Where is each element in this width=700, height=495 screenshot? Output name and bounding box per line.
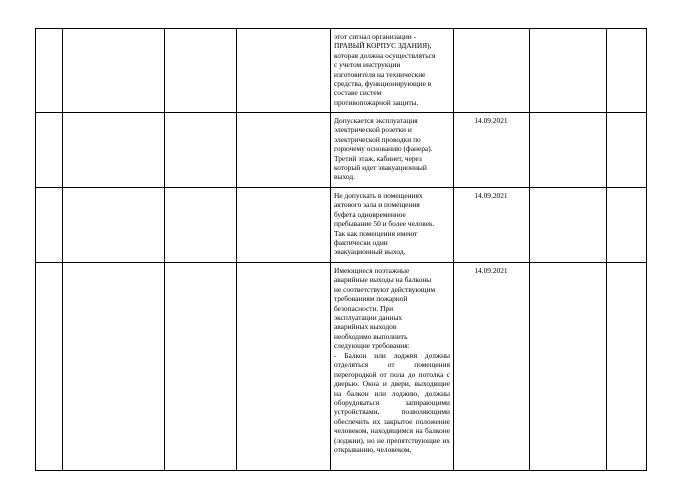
row-line bbox=[35, 262, 647, 263]
row-line bbox=[35, 470, 647, 471]
column-line bbox=[35, 28, 36, 471]
column-line bbox=[606, 28, 607, 471]
violation-description: Допускается эксплуатация электрической розетки и электрической проводки по горючему основанию (фанера). Третий этаж, кабинет, через который идет эвакуационный выход. bbox=[334, 116, 433, 182]
column-line bbox=[529, 28, 530, 471]
deadline-date: 14.09.2021 bbox=[474, 116, 508, 125]
row-line bbox=[35, 28, 647, 29]
row-line bbox=[35, 187, 647, 188]
column-line bbox=[62, 28, 63, 471]
violation-description: Не допускать в помещениях актового зала и помещения буфета одновременное пребывание 50 и более человек. Так как помещения имеют фактически один эвакуационный выход. bbox=[334, 191, 435, 257]
violation-requirements: - Балкон или лоджия должны отделяться от помещения перегородкой от пола до потолка с дверью. Окна и двери, выходящие на балкон или лоджию, должны оборудоваться запирающими устройствами, позволяющими обеспечить их закрытое положение человеком, находящимся на балконе (лоджии), но не препятствующие их открыванию, человеком, bbox=[334, 351, 450, 455]
column-line bbox=[164, 28, 165, 471]
column-line bbox=[236, 28, 237, 471]
deadline-date: 14.09.2021 bbox=[474, 191, 508, 200]
violation-description: этот сигнал организации - ПРАВЫЙ КОРПУС ЗДАНИЯ), которая должна осуществляться с учетом инструкции изготовителя на технические средства, функционирующие в составе систем противопожарной защиты. bbox=[334, 32, 436, 107]
column-line bbox=[646, 28, 647, 471]
violation-description: Имеющиеся поэтажные аварийные выходы на балконы не соответствуют действующим требованиям пожарной безопасности. При эксплуатации данных аварийных выходов необходимо выполнить следующие требования: bbox=[334, 266, 436, 351]
column-line bbox=[330, 28, 331, 471]
column-line bbox=[453, 28, 454, 471]
row-line bbox=[35, 112, 647, 113]
deadline-date: 14.09.2021 bbox=[474, 266, 508, 275]
